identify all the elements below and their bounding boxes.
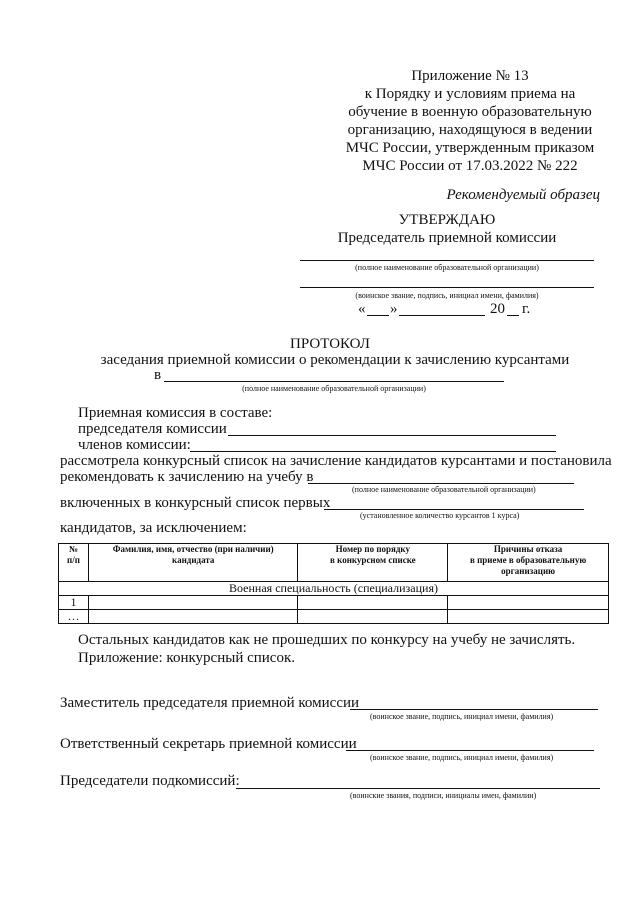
cell-reason <box>448 610 609 624</box>
col-name-header: Фамилия, имя, отчество (при наличии) кандидата <box>88 544 298 582</box>
included-count-hint: (установленное количество курсантов 1 курса) <box>360 511 520 520</box>
date-open-quote: « <box>358 301 366 317</box>
members-line <box>190 451 556 452</box>
section-specialty: Военная специальность (специализация) <box>59 582 609 596</box>
org-line <box>300 260 594 261</box>
cell-number: … <box>59 610 89 624</box>
reviewed-text: рассмотрела конкурсный список на зачисление кандидатов курсантами и постановила <box>60 453 612 469</box>
sign-line <box>300 287 594 288</box>
included-text: включенных в конкурсный список первых <box>60 495 331 511</box>
annex-line: к Порядку и условиям приема на <box>364 86 576 102</box>
protocol-title: ПРОТОКОЛ <box>290 336 370 352</box>
cell-reason <box>448 596 609 610</box>
protocol-in-label: в <box>154 367 162 383</box>
composition-text: Приемная комиссия в составе: <box>78 405 273 421</box>
date-day-line <box>367 315 389 316</box>
approve-subtitle: Председатель приемной комиссии <box>337 230 557 246</box>
attachment-text: Приложение: конкурсный список. <box>78 650 296 666</box>
protocol-org-hint: (полное наименование образовательной организации) <box>242 384 426 393</box>
signature-label: Заместитель председателя приемной комиссии <box>60 695 360 711</box>
cell-number: 1 <box>59 596 89 610</box>
approve-title: УТВЕРЖДАЮ <box>398 212 496 228</box>
sign-hint: (воинское звание, подпись, инициал имени, фамилия) <box>355 291 539 300</box>
date-year-line <box>507 315 519 316</box>
annex-line: обучение в военную образовательную <box>348 104 592 120</box>
protocol-org-line <box>164 381 504 382</box>
cell-name <box>88 596 298 610</box>
annex-line: МЧС России от 17.03.2022 № 222 <box>362 158 578 174</box>
table-row <box>59 610 609 624</box>
except-text: кандидатов, за исключением: <box>60 520 247 536</box>
signature-line <box>236 788 600 789</box>
table-section-row <box>59 582 609 596</box>
table-row <box>59 596 609 610</box>
annex-line: Приложение № 13 <box>411 68 529 84</box>
chairman-label: председателя комиссии <box>78 421 227 437</box>
others-text: Остальных кандидатов как не прошедших по конкурсу на учебу не зачислять. <box>78 632 576 648</box>
date-month-line <box>399 315 485 316</box>
table-header-row <box>59 544 609 582</box>
signature-hint: (воинское звание, подпись, инициал имени, фамилия) <box>370 753 554 762</box>
recommend-org-hint: (полное наименование образовательной организации) <box>352 485 536 494</box>
col-reason-header: Причины отказа в приеме в образовательную организацию <box>448 544 609 582</box>
recommend-org-line <box>308 483 574 484</box>
signature-label: Ответственный секретарь приемной комиссии <box>60 736 357 752</box>
signature-line <box>350 709 598 710</box>
recommend-text: рекомендовать к зачислению на учебу в <box>60 469 314 485</box>
chairman-line <box>228 435 556 436</box>
candidates-table <box>58 543 609 624</box>
col-rank-header: Номер по порядку в конкурсном списке <box>298 544 448 582</box>
sample-label: Рекомендуемый образец <box>446 187 600 203</box>
signature-label: Председатели подкомиссий: <box>60 773 240 789</box>
date-close-quote: » <box>390 301 398 317</box>
col-number-header: № п/п <box>59 544 89 582</box>
date-suffix: г. <box>522 301 531 317</box>
signature-line <box>346 750 594 751</box>
org-hint: (полное наименование образовательной организации) <box>355 263 539 272</box>
included-count-line <box>324 509 584 510</box>
date-year: 20 <box>490 301 505 317</box>
cell-name <box>88 610 298 624</box>
signature-hint: (воинские звания, подписи, инициалы имен, фамилии) <box>350 791 537 800</box>
signature-hint: (воинское звание, подпись, инициал имени, фамилия) <box>370 712 554 721</box>
annex-line: организацию, находящуюся в ведении <box>347 122 593 138</box>
protocol-subtitle: заседания приемной комиссии о рекомендации к зачислению курсантами <box>100 352 570 368</box>
cell-rank <box>298 596 448 610</box>
members-label: членов комиссии: <box>78 437 191 453</box>
cell-rank <box>298 610 448 624</box>
annex-line: МЧС России, утвержденным приказом <box>345 140 595 156</box>
